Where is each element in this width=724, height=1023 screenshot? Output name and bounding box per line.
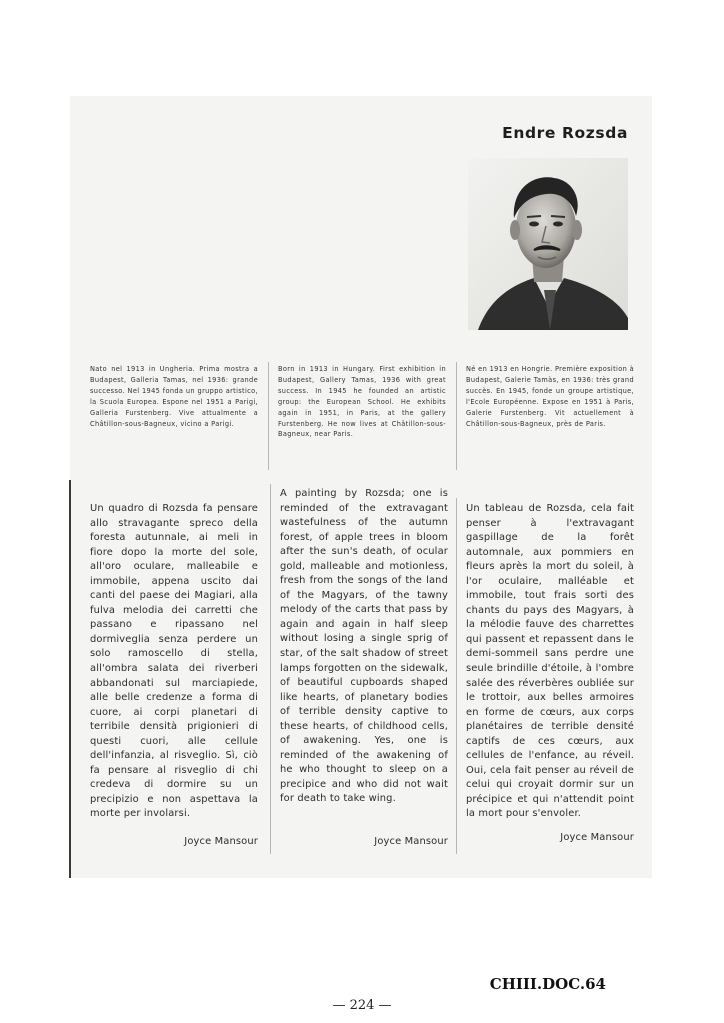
catalog-page — [70, 96, 652, 878]
column-divider — [268, 362, 269, 470]
page-number: — 224 — — [332, 998, 392, 1013]
essay-italian: Un quadro di Rozsda fa pensare allo stravagante spreco della foresta autunnale, ai meli in fiore dopo la morte del sole, all'oro oculare, malleabile e immobile, appena uscito dai canti del paese dei Magiari, alla fulva melodia dei carretti che passano e ripassano nel dormiveglia senza perdere un solo ramoscello di stella, all'ombra salata dei riverberi abbandonati sul marciapiede, alle belle credenze a forma di cuore, ai corpi planetari di terribile densità prigionieri di questi cuori, alle cellule dell'infanzia, al risveglio. Sì, ciò fa pensare al risveglio di chi credeva di dormire su un precipizio e non aspettava la morte per involarsi. — [90, 503, 258, 820]
column-divider — [456, 498, 457, 854]
document-reference: CHIII.DOC.64 — [489, 975, 606, 993]
bio-italian: Nato nel 1913 in Ungheria. Prima mostra a Budapest, Galleria Tamas, nel 1936: grande successo. Nel 1945 fonda un gruppo artistico, la Scuola Europea. Espone nel 1951 a Parigi, Galleria Furstenberg. Vive attualmente a Châtillon-sous-Bagneux, vicino a Parigi. — [90, 365, 258, 428]
column-divider — [270, 484, 271, 854]
signature-english: Joyce Mansour — [374, 836, 448, 847]
artist-name: Endre Rozsda — [502, 124, 628, 142]
bio-english: Born in 1913 in Hungary. First exhibition in Budapest, Gallery Tamas, 1936 with great success. In 1945 he founded an artistic group: the European School. He exhibits again in 1951, in Paris, at the gallery Furstenberg. He now lives at Châtillon-sous-Bagneux, near Paris. — [278, 365, 446, 439]
signature-italian: Joyce Mansour — [184, 836, 258, 847]
artist-portrait-photo — [468, 158, 628, 330]
column-divider — [456, 362, 457, 470]
signature-french: Joyce Mansour — [560, 832, 634, 843]
bio-french: Né en 1913 en Hongrie. Première exposition à Budapest, Galerie Tamàs, en 1936: très grand succès. En 1945, fonde un groupe artistique, l'Ecole Européenne. Expose en 1951 à Paris, Galerie Furstenberg. Vit actuellement à Châtillon-sous-Bagneux, près de Paris. — [466, 365, 634, 428]
page-edge-shadow — [69, 480, 71, 878]
essay-english: A painting by Rozsda; one is reminded of the extravagant wastefulness of the autumn forest, of apple trees in bloom after the sun's death, of ocular gold, malleable and motionless, fresh from the songs of the land of the Magyars, of the tawny melody of the carts that pass by again and again in half sleep without losing a single sprig of star, of the salt shadow of street lamps forgotten on the sidewalk, of beautiful cupboards shaped like hearts, of planetary bodies of terrible density captive to these hearts, of childhood cells, of awakening. Yes, one is reminded of the awakening of he who thought to sleep on a precipice and who did not wait for death to take wing. — [280, 488, 448, 805]
essay-french: Un tableau de Rozsda, cela fait penser à l'extravagant gaspillage de la forêt automnale, aux pommiers en fleurs après la mort du soleil, à l'or oculaire, malléable et immobile, tout frais sorti des chants du pays des Magyars, à la mélodie fauve des charrettes qui passent et repassent dans le demi-sommeil sans perdre une seule brindille d'étoile, à l'ombre salée des réverbères oubliée sur le trottoir, aux belles armoires en forme de cœurs, aux corps planétaires de terrible densité captifs de ces cœurs, aux cellules de l'enfance, au réveil. Oui, cela fait penser au réveil de celui qui croyait dormir sur un précipice et qui n'attendit point la mort pour s'envoler. — [466, 503, 634, 820]
